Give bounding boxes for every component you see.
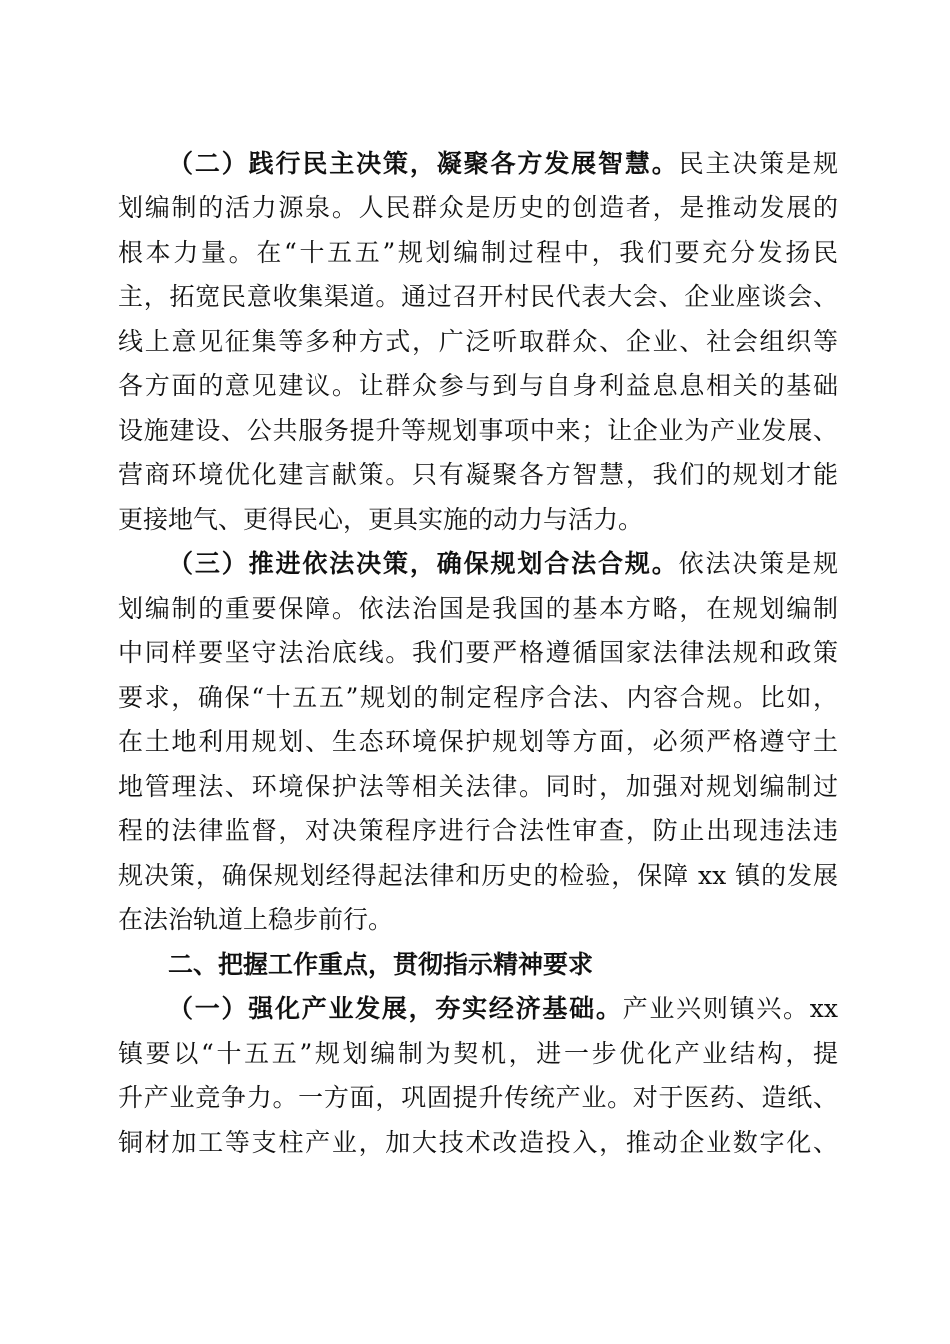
paragraph-line: 铜材加工等支柱产业，加大技术改造投入，推动企业数字化、: [118, 1128, 838, 1157]
paragraph-line: 设施建设、公共服务提升等规划事项中来；让企业为产业发展、: [118, 416, 838, 445]
paragraph-line: 营商环境优化建言献策。只有凝聚各方智慧，我们的规划才能: [118, 460, 838, 489]
paragraph-line: 要求，确保“十五五”规划的制定程序合法、内容合规。比如，: [118, 683, 838, 712]
paragraph-text: 依法决策是规: [678, 549, 838, 578]
paragraph-line: 程的法律监督，对决策程序进行合法性审查，防止出现违法违: [118, 816, 838, 845]
paragraph-line: 主，拓宽民意收集渠道。通过召开村民代表大会、企业座谈会、: [118, 282, 838, 311]
paragraph-line: 线上意见征集等多种方式，广泛听取群众、企业、社会组织等: [118, 327, 838, 356]
paragraph-line: 规决策，确保规划经得起法律和历史的检验，保障 xx 镇的发展: [118, 861, 838, 890]
paragraph-line: 根本力量。在“十五五”规划编制过程中，我们要充分发扬民: [118, 238, 838, 267]
paragraph-lead: （一）强化产业发展，夯实经济基础。: [168, 994, 623, 1023]
paragraph-line: 在法治轨道上稳步前行。: [118, 905, 394, 934]
paragraph-lead: （三）推进依法决策，确保规划合法合规。: [168, 549, 679, 578]
paragraph-line: 划编制的重要保障。依法治国是我国的基本方略，在规划编制: [118, 594, 838, 623]
paragraph-line: [168, 144, 838, 184]
paragraph-lead: （二）践行民主决策，凝聚各方发展智慧。: [168, 149, 679, 178]
paragraph-line: [168, 989, 838, 1029]
paragraph-text: 民主决策是规: [678, 149, 838, 178]
paragraph-line: [168, 544, 838, 584]
section-heading: 二、把握工作重点，贯彻指示精神要求: [168, 950, 594, 979]
paragraph-line: 镇要以“十五五”规划编制为契机，进一步优化产业结构，提: [118, 1039, 838, 1068]
paragraph-line: 在土地利用规划、生态环境保护规划等方面，必须严格遵守土: [118, 727, 838, 756]
paragraph-line: 中同样要坚守法治底线。我们要严格遵循国家法律法规和政策: [118, 638, 838, 667]
paragraph-line: 更接地气、更得民心，更具实施的动力与活力。: [118, 505, 644, 534]
paragraph-line: 地管理法、环境保护法等相关法律。同时，加强对规划编制过: [118, 772, 838, 801]
paragraph-line: 划编制的活力源泉。人民群众是历史的创造者，是推动发展的: [118, 193, 838, 222]
paragraph-line: 各方面的意见建议。让群众参与到与自身利益息息相关的基础: [118, 371, 838, 400]
paragraph-line: 升产业竞争力。一方面，巩固提升传统产业。对于医药、造纸、: [118, 1083, 838, 1112]
paragraph-text: 产业兴则镇兴。xx: [622, 994, 838, 1023]
